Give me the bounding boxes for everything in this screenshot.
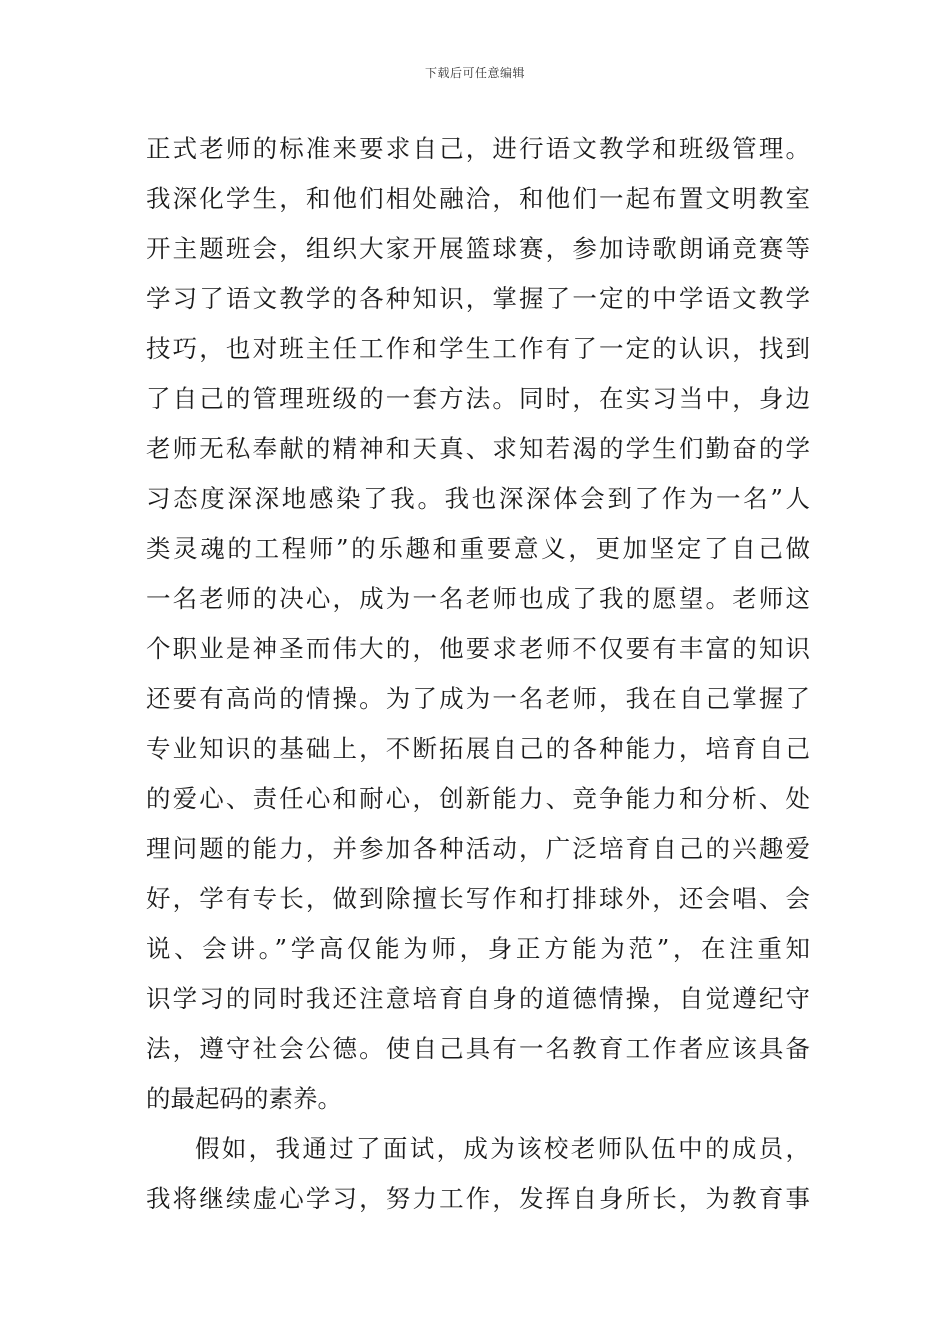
text-line-5: 技巧，也对班主任工作和学生工作有了一定的认识，找到 — [146, 334, 810, 363]
text-line-12: 还要有高尚的情操。为了成为一名老师，我在自己掌握了 — [146, 684, 810, 713]
text-line-19: 法，遵守社会公德。使自己具有一名教育工作者应该具备 — [146, 1034, 810, 1063]
text-line-4: 学习了语文教学的各种知识，掌握了一定的中学语文教学 — [146, 284, 810, 313]
text-line-1: 正式老师的标准来要求自己，进行语文教学和班级管理。 — [146, 134, 810, 163]
text-line-17: 说、会讲。”学高仅能为师，身正方能为范”，在注重知 — [146, 934, 810, 963]
text-line-10: 一名老师的决心，成为一名老师也成了我的愿望。老师这 — [146, 584, 810, 613]
text-line-2: 我深化学生，和他们相处融洽，和他们一起布置文明教室 — [146, 184, 810, 213]
text-line-8: 习态度深深地感染了我。我也深深体会到了作为一名”人 — [146, 484, 810, 513]
text-line-15: 理问题的能力，并参加各种活动，广泛培育自己的兴趣爱 — [146, 834, 810, 863]
text-line-18: 识学习的同时我还注意培育自身的道德情操，自觉遵纪守 — [146, 984, 810, 1013]
text-line-21: 假如，我通过了面试，成为该校老师队伍中的成员， — [195, 1134, 810, 1163]
text-line-9: 类灵魂的工程师”的乐趣和重要意义，更加坚定了自己做 — [146, 534, 810, 563]
text-line-6: 了自己的管理班级的一套方法。同时，在实习当中，身边 — [146, 384, 810, 413]
text-line-14: 的爱心、责任心和耐心，创新能力、竞争能力和分析、处 — [146, 784, 810, 813]
text-line-22: 我将继续虚心学习，努力工作，发挥自身所长，为教育事 — [146, 1184, 810, 1213]
text-line-16: 好，学有专长，做到除擅长写作和打排球外，还会唱、会 — [146, 884, 810, 913]
text-line-20: 的最起码的素养。 — [146, 1084, 342, 1113]
document-body — [146, 124, 810, 1224]
text-line-11: 个职业是神圣而伟大的，他要求老师不仅要有丰富的知识 — [146, 634, 810, 663]
page-header: 下载后可任意编辑 — [424, 66, 525, 80]
text-line-7: 老师无私奉献的精神和天真、求知若渴的学生们勤奋的学 — [146, 434, 810, 463]
text-line-13: 专业知识的基础上，不断拓展自己的各种能力，培育自己 — [146, 734, 810, 763]
text-line-3: 开主题班会，组织大家开展篮球赛，参加诗歌朗诵竞赛等 — [146, 234, 810, 263]
